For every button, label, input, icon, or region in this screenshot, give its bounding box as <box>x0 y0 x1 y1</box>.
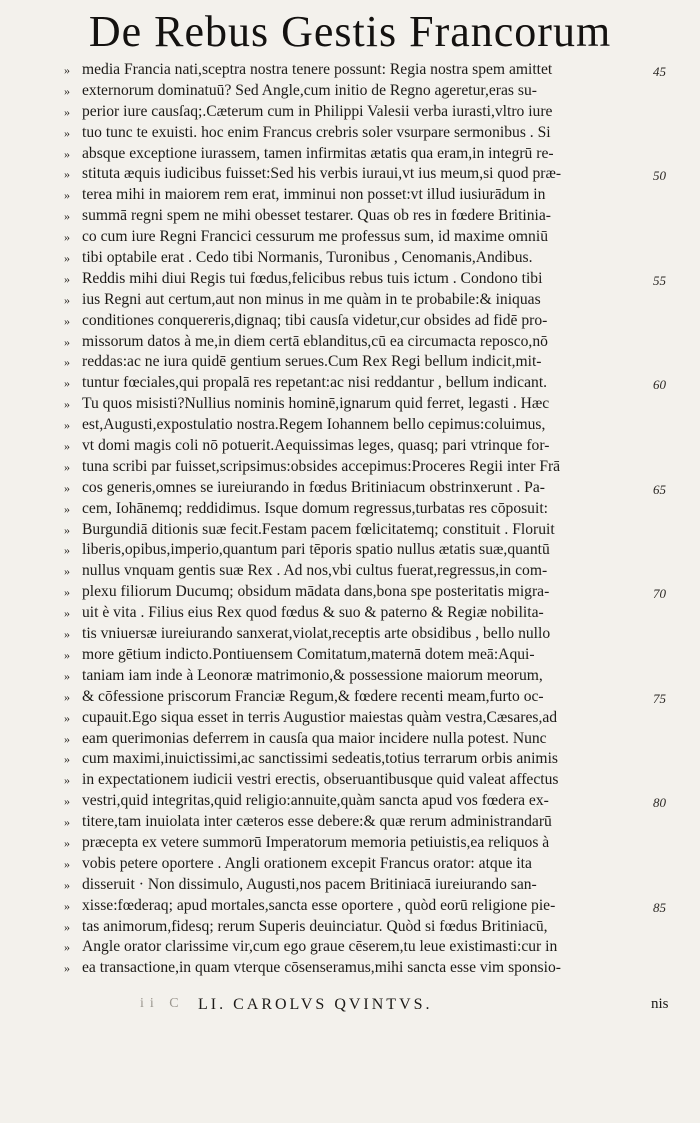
text-line <box>60 164 666 185</box>
text-line <box>60 917 660 938</box>
quotation-mark: » <box>64 940 70 955</box>
text-line <box>60 102 660 123</box>
text-line <box>60 60 666 81</box>
line-text: cos generis,omnes se iureiurando in fœdus Britiniacum obstrinxerunt . Pa- <box>82 478 545 496</box>
text-line <box>60 624 660 645</box>
text-line <box>60 561 660 582</box>
quotation-mark: » <box>64 815 70 830</box>
quotation-mark: » <box>64 731 70 746</box>
text-line <box>60 144 660 165</box>
line-number: 65 <box>653 481 666 497</box>
line-text: summā regni spem ne mihi obesset testarer. Quas ob res in fœdere Britinia- <box>82 207 551 225</box>
running-head: De Rebus Gestis Francorum <box>88 7 612 56</box>
text-line <box>60 352 660 373</box>
text-line <box>60 248 660 269</box>
line-text: missorum datos à me,in diem certā eblanditus,cū ea circumacta reposco,nō <box>82 332 548 350</box>
quotation-mark: » <box>64 188 70 203</box>
quotation-mark: » <box>64 209 70 224</box>
line-text: externorum dominatuū? Sed Angle,cum initio de Regno ageretur,eras su- <box>82 81 537 99</box>
text-line <box>60 394 660 415</box>
text-line <box>60 123 660 144</box>
quotation-mark: » <box>64 271 70 286</box>
text-line <box>60 770 660 791</box>
line-text: xisse:fœderaq; apud mortales,sancta esse oportere , quòd eorū religione pie- <box>82 896 556 914</box>
text-line <box>60 227 660 248</box>
line-text: Reddis mihi diui Regis tui fœdus,felicibus rebus tuis ictum . Condono tibi <box>82 269 543 287</box>
line-text: tuntur fœciales,qui propalā res repetant:ac nisi reddantur , bellum indicant. <box>82 374 548 392</box>
line-text: absque exceptione iurassem, tamen infirmitas ætatis qua eram,in integrū re- <box>82 144 554 162</box>
line-text: media Francia nati,sceptra nostra tenere possunt: Regia nostra spem amittet <box>82 61 553 78</box>
quotation-mark: » <box>64 627 70 642</box>
text-line <box>60 708 660 729</box>
text-line <box>60 499 660 520</box>
text-line <box>60 436 660 457</box>
line-text: terea mihi in maiorem rem erat, imminui non posset:vt illud iusiurādum in <box>82 186 546 204</box>
line-text: tibi optabile erat . Cedo tibi Normanis, Turonibus , Cenomanis,Andibus. <box>82 249 533 267</box>
line-text: eam querimonias deferrem in causſa qua maior incidere nulla potest. Nunc <box>82 729 547 747</box>
quotation-mark: » <box>64 459 70 474</box>
text-line <box>60 687 666 708</box>
quotation-mark: » <box>64 585 70 600</box>
line-text: nullus vnquam gentis suæ Rex . Ad nos,vbi cultus fuerat,regressus,in com- <box>82 562 548 580</box>
quotation-mark: » <box>64 647 70 662</box>
line-text: cupauit.Ego siqua esset in terris Augustior maiestas quàm vestra,Cæsares,ad <box>82 708 558 726</box>
text-line <box>60 749 660 770</box>
line-number: 70 <box>653 586 666 602</box>
quotation-mark: » <box>64 83 70 98</box>
text-line <box>60 603 660 624</box>
text-line <box>60 520 660 541</box>
quotation-mark: » <box>64 251 70 266</box>
line-text: tuo tunc te exuisti. hoc enim Francus crebris soler vsurpare sermonibus . Si <box>82 123 551 141</box>
quotation-mark: » <box>64 292 70 307</box>
quotation-mark: » <box>64 125 70 140</box>
line-text: vobis petere oportere . Angli orationem excepit Francus orator: atque ita <box>82 854 532 872</box>
quotation-mark: » <box>64 397 70 412</box>
text-line <box>60 81 660 102</box>
line-number: 75 <box>653 690 666 706</box>
text-line <box>60 415 660 436</box>
line-number: 45 <box>653 64 666 79</box>
line-text: præcepta ex vetere summorū Imperatorum memoria petiuistis,ea reliquos à <box>82 833 550 851</box>
line-text: ea transactione,in quam vterque cōsenseramus,mihi sancta esse vim sponsio- <box>82 959 561 977</box>
line-text: tis vniuersæ iureiurando sanxerat,violat,receptis arte obsidibus , bello nullo <box>82 625 551 643</box>
line-number: 85 <box>653 899 666 915</box>
quotation-mark: » <box>64 898 70 913</box>
quotation-mark: » <box>64 334 70 349</box>
line-text: liberis,opibus,imperio,quantum pari tēporis spatio nullus ætatis suæ,quantū <box>82 541 550 559</box>
quotation-mark: » <box>64 689 70 704</box>
line-text: co cum iure Regni Francici cessurum me professus sum, id maxime omniū <box>82 228 548 246</box>
footer-title: LI. CAROLVS QVINTVS. <box>198 996 433 1013</box>
quotation-mark: » <box>64 313 70 328</box>
line-text: est,Augusti,expostulatio nostra.Regem Iohannem bello cepimus:coluimus, <box>82 416 546 434</box>
line-text: Angle orator clarissime vir,cum ego graue cēserem,tu leue existimasti:cur in <box>82 938 558 956</box>
quotation-mark: » <box>64 564 70 579</box>
text-line <box>60 875 660 896</box>
line-number: 50 <box>653 168 666 184</box>
line-text: cum maximi,inuictissimi,ac sanctissimi sedeatis,totius terrarum orbis animis <box>82 750 558 768</box>
signature-mark: ii C <box>140 996 185 1011</box>
line-text: vestri,quid integritas,quid religio:annuite,quàm sancta apud vos fœdera ex- <box>82 792 549 810</box>
quotation-mark: » <box>64 961 70 976</box>
text-line <box>60 478 666 499</box>
line-text: more gētium indicto.Pontiuensem Comitatum,maternā dotem meā:Aqui- <box>82 645 535 663</box>
line-text: cem, Iohānemq; reddidimus. Isque domum regressus,turbatas res cōposuit: <box>82 499 548 517</box>
line-text: ius Regni aut certum,aut non minus in me quàm in te probabile:& iniquas <box>82 290 541 308</box>
line-text: uit è vita . Filius eius Rex quod fœdus & suo & paterno & Regiæ nobilita- <box>82 604 544 622</box>
quotation-mark: » <box>64 230 70 245</box>
line-text: & cōfessione priscorum Franciæ Regum,& fœdere recenti meam,furto oc- <box>82 687 544 705</box>
quotation-mark: » <box>64 856 70 871</box>
line-text: perior iure causſaq;.Cæterum cum in Philippi Valesii verba iurasti,vltro iure <box>82 102 553 120</box>
line-text: tuna scribi par fuisset,scripsimus:obsides accepimus:Proceres Regii inter Frā <box>82 457 561 475</box>
line-text: reddas:ac ne iura quidē gentium serues.Cum Rex Regi bellum indicit,mit- <box>82 353 542 371</box>
quotation-mark: » <box>64 668 70 683</box>
text-line <box>60 457 660 478</box>
line-text: Tu quos misisti?Nullius nominis hominē,ignarum quid ferret, legasti . Hæc <box>82 395 550 413</box>
line-number: 80 <box>653 795 666 811</box>
quotation-mark: » <box>64 773 70 788</box>
quotation-mark: » <box>64 167 70 182</box>
quotation-mark: » <box>64 919 70 934</box>
line-text: stituta æquis iudicibus fuisset:Sed his verbis iuraui,vt ius meum,si quod præ- <box>82 165 562 183</box>
line-number: 55 <box>653 272 666 288</box>
text-line <box>60 833 660 854</box>
line-text: plexu filiorum Ducumq; obsidum mādata dans,bona spe posteritatis migra- <box>82 583 550 601</box>
quotation-mark: » <box>64 418 70 433</box>
page-footer <box>0 996 700 1020</box>
line-text: titere,tam inuiolata inter cæteros esse debere:& quæ rerum administrandarū <box>82 813 552 831</box>
quotation-mark: » <box>64 376 70 391</box>
line-number: 60 <box>653 377 666 393</box>
text-line <box>60 896 666 917</box>
quotation-mark: » <box>64 480 70 495</box>
line-text: conditiones conquereris,dignaq; tibi causſa videtur,cur obsides ad fidē pro- <box>82 311 548 329</box>
quotation-mark: » <box>64 710 70 725</box>
text-line <box>60 582 666 603</box>
text-line <box>60 269 666 290</box>
text-line <box>60 791 666 812</box>
text-line <box>60 373 666 394</box>
text-line <box>60 185 660 206</box>
line-text: tas animorum,fidesq; rerum Superis deuinciatur. Quòd si fœdus Britiniacū, <box>82 917 548 935</box>
text-line <box>60 937 660 958</box>
line-text: vt domi magis coli nō potuerit.Aequissimas leges, quasq; pari vtrinque for- <box>82 437 550 455</box>
quotation-mark: » <box>64 146 70 161</box>
quotation-mark: » <box>64 63 70 77</box>
quotation-mark: » <box>64 522 70 537</box>
catchword: nis <box>651 996 669 1012</box>
quotation-mark: » <box>64 606 70 621</box>
line-text: Burgundiā ditionis suæ fecit.Festam pacem fœlicitatemq; constituit . Floruit <box>82 520 555 538</box>
text-line <box>60 958 660 979</box>
text-line <box>60 812 660 833</box>
quotation-mark: » <box>64 835 70 850</box>
quotation-mark: » <box>64 877 70 892</box>
text-line <box>60 206 660 227</box>
line-text: taniam iam inde à Leonoræ matrimonio,& possessione maiorum meorum, <box>82 666 543 684</box>
quotation-mark: » <box>64 104 70 119</box>
line-text: disseruit · Non dissimulo, Augusti,nos pacem Britiniacā iureiurando san- <box>82 875 537 893</box>
text-line <box>60 540 660 561</box>
text-line <box>60 311 660 332</box>
line-text: in expectationem iudicii vestri erectis, obseruantibusque quid valeat affectus <box>82 771 559 789</box>
text-line <box>60 666 660 687</box>
quotation-mark: » <box>64 543 70 558</box>
text-line <box>60 729 660 750</box>
text-line <box>60 854 660 875</box>
text-block <box>60 60 666 979</box>
quotation-mark: » <box>64 439 70 454</box>
text-line <box>60 645 660 666</box>
quotation-mark: » <box>64 794 70 809</box>
quotation-mark: » <box>64 355 70 370</box>
quotation-mark: » <box>64 752 70 767</box>
quotation-mark: » <box>64 501 70 516</box>
text-line <box>60 332 660 353</box>
text-line <box>60 290 660 311</box>
